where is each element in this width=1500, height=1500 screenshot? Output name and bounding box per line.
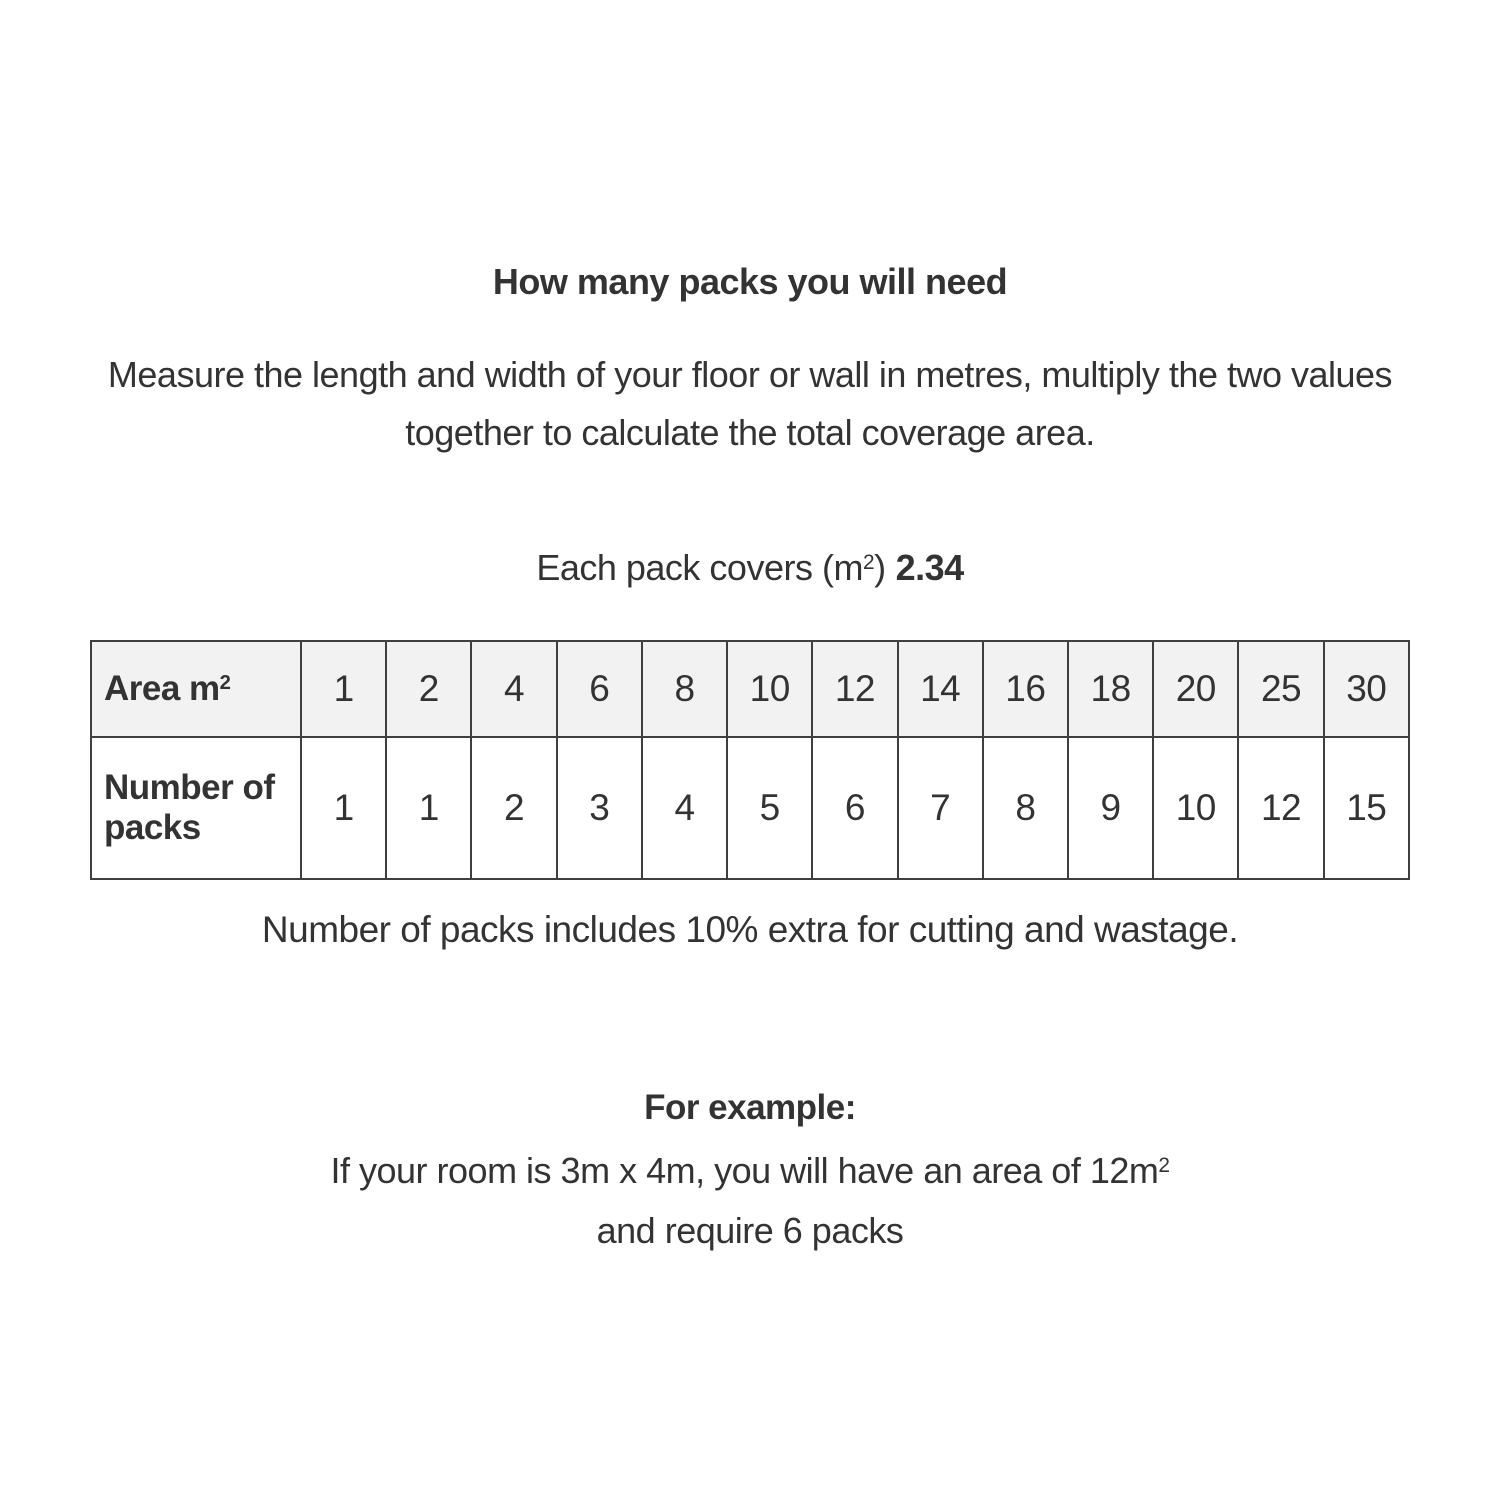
example-line-1-text: If your room is 3m x 4m, you will have an area of 12m [330, 1150, 1159, 1191]
area-value-cell: 2 [386, 641, 471, 737]
area-row-label-superscript: 2 [219, 671, 231, 694]
area-value-cell: 30 [1324, 641, 1409, 737]
page-title: How many packs you will need [492, 261, 1008, 302]
packs-value-cell: 8 [983, 737, 1068, 879]
table-row-area [91, 641, 1409, 737]
packs-row-label: Number of packs [91, 737, 301, 879]
coverage-line [0, 546, 1500, 590]
packs-value-cell: 15 [1324, 737, 1409, 879]
example-line-1 [0, 1149, 1500, 1193]
table-row-packs [91, 737, 1409, 879]
area-value-cell: 6 [557, 641, 642, 737]
area-value-cell: 8 [642, 641, 727, 737]
intro-text: Measure the length and width of your floor or wall in metres, multiply the two values together to calculate the total coverage area. [107, 354, 1393, 453]
packs-value-cell: 7 [898, 737, 983, 879]
coverage-label-suffix: ) [874, 547, 886, 588]
area-value-cell: 12 [812, 641, 897, 737]
example-line-2: and require 6 packs [596, 1210, 904, 1251]
packs-table [90, 640, 1410, 880]
packs-value-cell: 10 [1153, 737, 1238, 879]
packs-value-cell: 5 [727, 737, 812, 879]
example-line-1-superscript: 2 [1158, 1153, 1170, 1177]
area-value-cell: 14 [898, 641, 983, 737]
packs-value-cell: 1 [301, 737, 386, 879]
area-value-cell: 16 [983, 641, 1068, 737]
packs-value-cell: 12 [1238, 737, 1323, 879]
packs-value-cell: 1 [386, 737, 471, 879]
example-heading: For example: [644, 1088, 856, 1127]
packs-value-cell: 3 [557, 737, 642, 879]
area-value-cell: 25 [1238, 641, 1323, 737]
area-value-cell: 10 [727, 641, 812, 737]
packs-value-cell: 6 [812, 737, 897, 879]
coverage-value: 2.34 [895, 547, 964, 588]
area-value-cell: 20 [1153, 641, 1238, 737]
packs-value-cell: 4 [642, 737, 727, 879]
area-value-cell: 18 [1068, 641, 1153, 737]
area-value-cell: 1 [301, 641, 386, 737]
wastage-note: Number of packs includes 10% extra for cutting and wastage. [261, 909, 1239, 950]
packs-value-cell: 2 [471, 737, 556, 879]
packs-value-cell: 9 [1068, 737, 1153, 879]
area-row-label [91, 641, 301, 737]
area-value-cell: 4 [471, 641, 556, 737]
coverage-label-superscript: 2 [862, 550, 875, 574]
area-row-label-text: Area m [104, 669, 220, 708]
coverage-label-prefix: Each pack covers (m [536, 547, 863, 588]
